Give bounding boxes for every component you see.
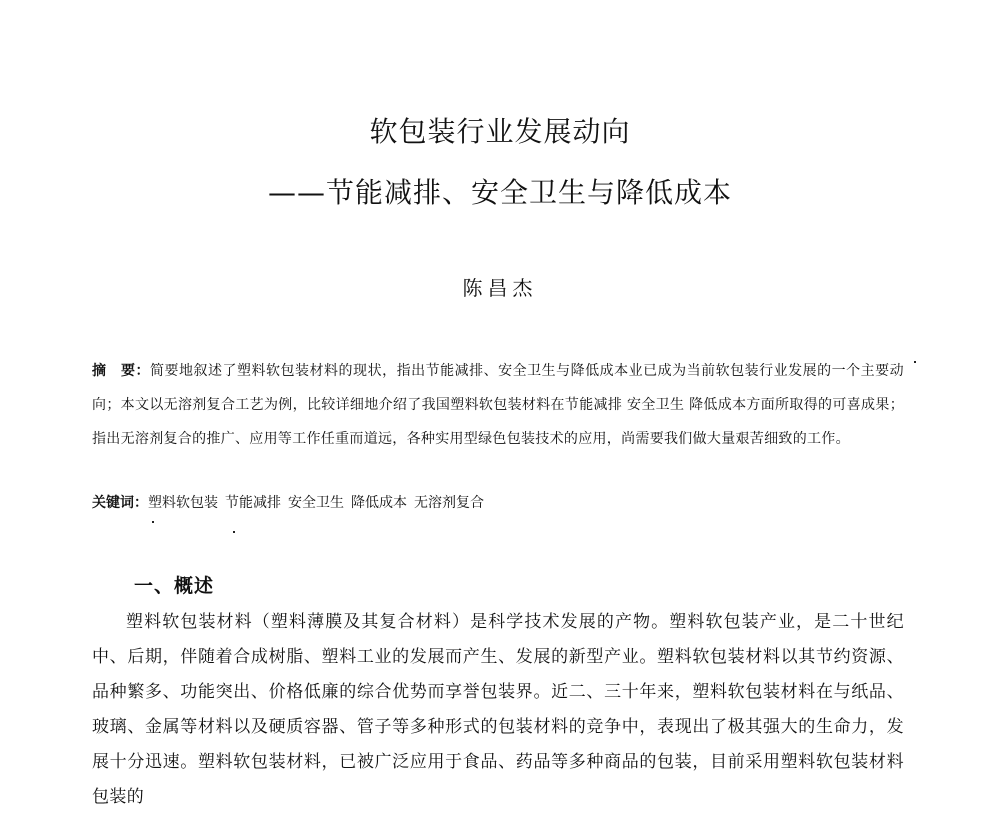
keyword-item: 节能减排: [225, 495, 281, 511]
keyword-item: 降低成本: [351, 495, 407, 511]
section-heading: 一、概述: [134, 575, 215, 597]
keywords-label: 关键词：: [92, 495, 148, 511]
scan-speck: [914, 361, 916, 363]
abstract-label: 摘 要：: [92, 363, 151, 379]
author-name: 陈昌杰: [462, 276, 538, 300]
keyword-item: 无溶剂复合: [414, 495, 484, 511]
scan-speck: [233, 531, 235, 533]
keyword-item: 塑料软包装: [148, 495, 218, 511]
keywords-block: [92, 492, 491, 514]
paper-subtitle: ——节能减排、安全卫生与降低成本: [267, 176, 732, 209]
abstract-block: [92, 354, 904, 456]
scan-speck: [152, 521, 154, 523]
body-paragraph: 塑料软包装材料（塑料薄膜及其复合材料）是科学技术发展的产物。塑料软包装产业，是二十世纪中、后期，伴随着合成树脂、塑料工业的发展而产生、发展的新型产业。塑料软包装材料以其节约资源、品种繁多、功能突出、价格低廉的综合优势而享誉包装界。近二、三十年来，塑料软包装材料在与纸品、玻璃、金属等材料以及硬质容器、管子等多种形式的包装材料的竞争中，表现出了极其强大的生命力，发展十分迅速。塑料软包装材料，已被广泛应用于食品、药品等多种商品的包装，目前采用塑料软包装材料包装的: [92, 612, 904, 807]
abstract-text: 简要地叙述了塑料软包装材料的现状，指出节能减排、安全卫生与降低成本业已成为当前软包装行业发展的一个主要动向；本文以无溶剂复合工艺为例，比较详细地介绍了我国塑料软包装材料在节能减排 安全卫生 降低成本方面所取得的可喜成果；指出无溶剂复合的推广、应用等工作任重而道远，各种实用型绿色包装技术的应用，尚需要我们做大量艰苦细致的工作。: [92, 363, 904, 447]
keyword-item: 安全卫生: [288, 495, 344, 511]
paper-title: 软包装行业发展动向: [369, 115, 631, 148]
